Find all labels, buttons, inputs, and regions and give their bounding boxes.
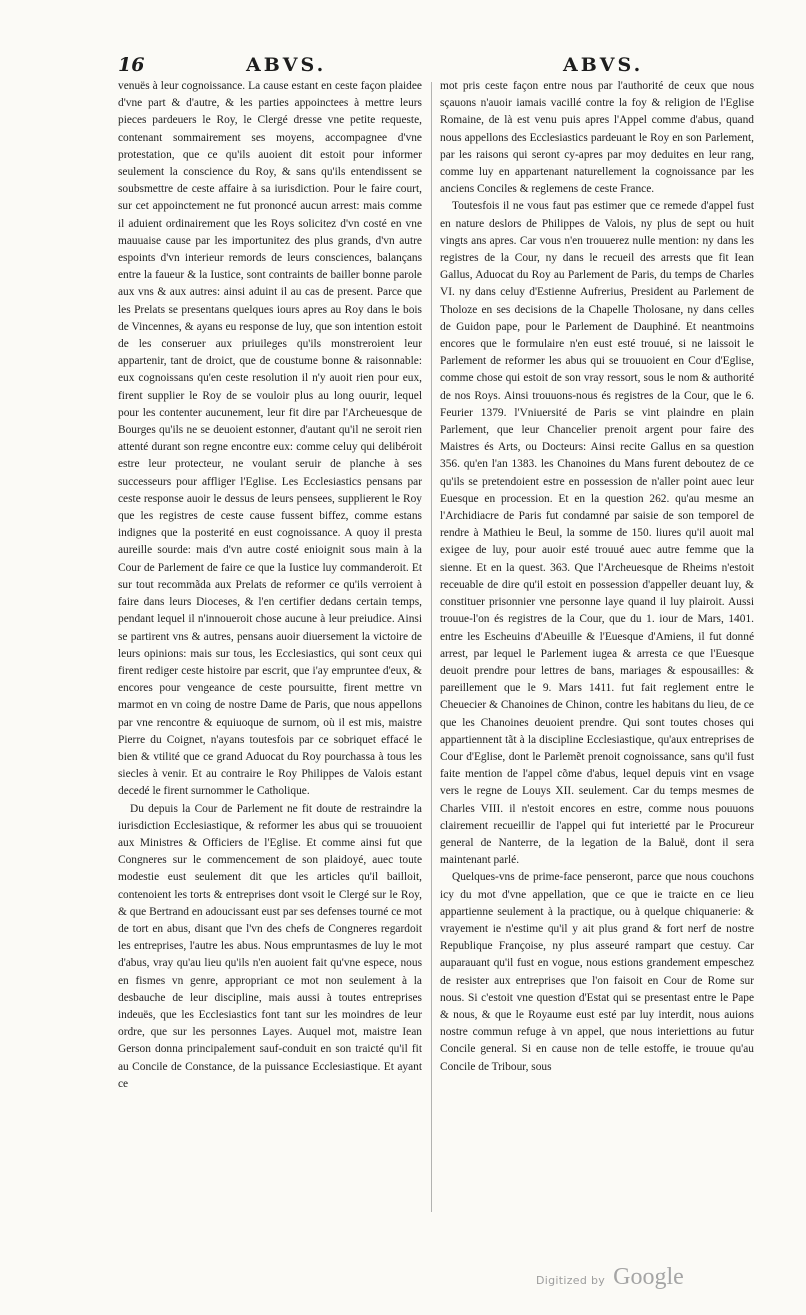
right-paragraph-3: Quelques-vns de prime-face penseront, parce que nous couchons icy du mot d'vne appellation, que ce que ie traicte en ce lieu appartienne seulement à la practique, ou à quelque chiquanerie: & vrayement ie n'estime qu'il y ait plus grand & fort nerf de nostre Republique Françoise, ny plus asseuré rampart que cestuy. Car auparauant qu'il fust en vogue, nous estions grandement empeschez de resister aux entreprises que l'on faisoit en Cour de Rome sur nous. Si c'estoit vne question d'Estat qui se presentast entre le Pape & nous, & que le Royaume eust esté par luy interdit, nous auions nostre commun refuge à vn appel, que nous interiettions au futur Concile general. Si en cause non de telle estoffe, ie trouue qu'au Concile de Tribour, sous — [440, 871, 754, 1073]
left-paragraph-2: Du depuis la Cour de Parlement ne fit doute de restraindre la iurisdiction Ecclesiastique, & reformer les abus qui se trouuoient aux Ministres & Officiers de l'Eglise. Et comme ainsi fut que Congneres sur le commencement de son plaidoyé, auec toute modestie eust seulement dit que les articles qu'il bailloit, contenoient les torts & entreprises dont vsoit le Clergé sur le Roy, & que Bertrand en adoucissant eust par ses defenses tourné ce mot de tort en abus, disant que l'vn des chefs de Congneres regardoit les entreprises, l'autre les abus. Nous empruntasmes de luy le mot d'abus, vray qu'au lieu qu'ils n'en auoient fait qu'vne espece, nous en fismes vn genre, appropriant ce mot non seulement à la desbauche de leur discipline, mais aussi à toutes entreprises indeuës, que les Ecclesiastics font tant sur les moindres de leur ordre, que sur les personnes Layes. Auquel mot, maistre Iean Gerson donna principalement sauf-conduit en son traicté qu'il fit au Concile de Constance, de la puissance Ecclesiastique. Et ayant ce — [118, 802, 422, 1090]
right-paragraph-1: mot pris ceste façon entre nous par l'authorité de ceux que nous sçauons n'auoir iamais vacillé contre la foy & religion de l'Eglise Romaine, de là est venu puis apres l'Appel comme d'abus, quand nous appellons des Ecclesiastics pardeuant le Roy en son Parlement, par les raisons qui seront cy-apres par moy deduites en leur rang, comme luy en appartenant naturellement la cognoissance par les anciens Conciles & reglemens de ceste France. — [440, 80, 754, 196]
page-number: 16 — [118, 54, 145, 76]
google-logo: Google — [613, 1264, 684, 1290]
left-text-column — [118, 78, 422, 1218]
digitization-watermark — [536, 1264, 684, 1291]
digitized-by-label: Digitized by — [536, 1274, 606, 1287]
running-title-left: ABVS. — [246, 54, 327, 76]
column-divider — [431, 82, 432, 1212]
left-paragraph-1: venuës à leur cognoissance. La cause estant en ceste façon plaidee d'vne part & d'autre, & les parties appoinctees à mettre leurs pieces pardeuers le Roy, le Clergé dresse vne petite requeste, contenant sommairement ses moyens, accompagnee d'vne protestation, que ce qu'ils auoient dit estoit pour informer seulement la conscience du Roy, & sans qu'ils entendissent se soubsmettre de ceste affaire à sa iurisdiction. Pour le faire court, sur cet appoinctement ne fut prononcé aucun arrest: mais comme il aduient ordinairement que les Roys solicitez d'vn costé en vne mauuaise cause par les importunitez des plus grands, d'vn autre espoints d'vn interieur remords de leurs consciences, balançans entre la faueur & la Iustice, sont contraints de bailler bonne parole aux vns & aux autres: ainsi aduint il au cas de present. Parce que les Prelats se presentans quelques iours apres au Roy dans le bois de Vincennes, & ayans eu response de luy, que son intention estoit de les conseruer aux priuileges qu'ils monstreroient leur appartenir, tant de droict, que de coustume bonne & raisonnable: eux cognoissans qu'en ceste resolution il n'y auoit rien pour eux, firent supplier le Roy de se vouloir plus au long ouurir, lequel pour les contenter aucunement, leur fit dire par l'Archeuesque de Bourges qu'ils ne se deuoient estonner, d'autant qu'il ne seroit rien attenté durant son regne encontre eux: comme celuy qui delibéroit estre leur protecteur, ne voulant seruir de planche à ses successeurs pour affliger l'Eglise. Les Ecclesiastics pensans par ceste response auoir le dessus de leurs pensees, supplierent le Roy que les registres de ceste cause fussent biffez, comme estans indignes que la posterité en eust cognoissance. A quoy il presta aureille sourde: mais d'vn autre costé enioignit sous main à la Cour de Parlement de faire ce que la Iustice luy commanderoit. Et sur tout recommãda aux Prelats de reformer ce qu'ils verroient à faire dans leurs Dioceses, & l'en certifier dedans certain temps, pendant lequel il n'innoueroit chose aucune à leur preiudice. Ainsi se partirent vns & autres, pensans auoir diuersement la victoire de leurs opinions: mais sur tous, les Ecclesiastics, qui sont ceux qui firent rediger ceste histoire par escrit, que i'ay empruntee d'eux, & encores pour vengeance de ceste poursuitte, firent mettre vn marmot en vn coing de nostre Dame de Paris, que nous appellons par vne rencontre & equiuoque de surnom, où il est mis, maistre Pierre du Coignet, n'ayans toutesfois par ce sobriquet effacé le bien & vtilité que ce grand Aduocat du Roy pourchassa à tous les siecles à venir. Et au contraire le Roy Philippes de Valois estant decedé le firent surnommer le Catholique. — [118, 80, 422, 798]
running-title-right: ABVS. — [563, 54, 644, 76]
right-paragraph-2: Toutesfois il ne vous faut pas estimer que ce remede d'appel fust en nature deslors de Philippes de Valois, ny plus de sept ou huit vingts ans apres. Car vous n'en trouuerez nulle mention: ny dans les registres de la Cour, ny dans le recueil des arrests que fit Iean Gallus, Aduocat du Roy au Parlement de Paris, du temps de Charles VI. ny dans celuy d'Estienne Aufrerius, President au Parlement de Tholoze en ses decisions de la Chapelle Tholosane, ny dans celles de Guidon pape, pour le Parlement de Dauphiné. Et neantmoins encores que le formulaire n'en eust esté trouué, si ne laissoit le Parlement de reformer les abus qui se trouuoient en Cour d'Eglise, comme chose qui estoit de son vray ressort, sous le nom & authorité de nos Roys. Ainsi trouuons-nous és registres de la Cour, que le 6. Feurier 1379. l'Vniuersité de Paris se vint plaindre en plain Parlement, que leur Chancelier prenoit argent pour faire des Maistres és Arts, ou Docteurs: Ainsi recite Gallus en sa question 356. qu'en l'an 1383. les Chanoines du Mans furent deboutez de ce qu'ils se pretendoient estre en possession de n'aller point auec leur Euesque en procession. Et en la question 262. qu'au mesme an l'Archidiacre de Paris fut condamné par saisie de son temporel de rendre à Mathieu le Beul, la somme de 150. liures qu'il auoit mal exigee de luy, pour auoir esté trouué auec autre femme que la sienne. Et en la quest. 363. Que l'Archeuesque de Rheims n'estoit receuable de dire qu'il estoit en possession d'appeller deuant luy, & constituer prisonnier vne personne laye quand il luy plairoit. Aussi trouue-l'on és registres de la Cour, que du 1. iour de Mars, 1401. entre les Escheuins d'Abeuille & l'Euesque d'Amiens, il fut donné arrest, par lequel le Parlement iugea & arresta ce que l'Euesque deuoit prendre pour lettres de bans, mariages & espousailles: & pareillement que le 9. Mars 1411. fut fait reglement entre le Cheuecier & Chanoines de Chinon, contre les habitans du lieu, de ce que les Chanoines deuoient prendre. Qui sont toutes choses qui appartiennent tãt à la discipline Ecclesiastique, qu'aux entreprises de Cour d'Eglise, dont le Parlemẽt prenoit cognoissance, sans qu'il fust faite mention de l'appel cõme d'abus, lequel depuis vint en vsage vers le regne de Louys XII. seulement. Car du temps mesmes de Charles VIII. il n'estoit encores en estre, comme nous pouuons clairement recueillir de l'appel qui fut interietté par le Procureur general de Nanterre, de la legation de la Baluë, dont il sera maintenant parlé. — [440, 200, 754, 867]
running-head — [118, 54, 758, 78]
right-text-column — [440, 78, 754, 1218]
